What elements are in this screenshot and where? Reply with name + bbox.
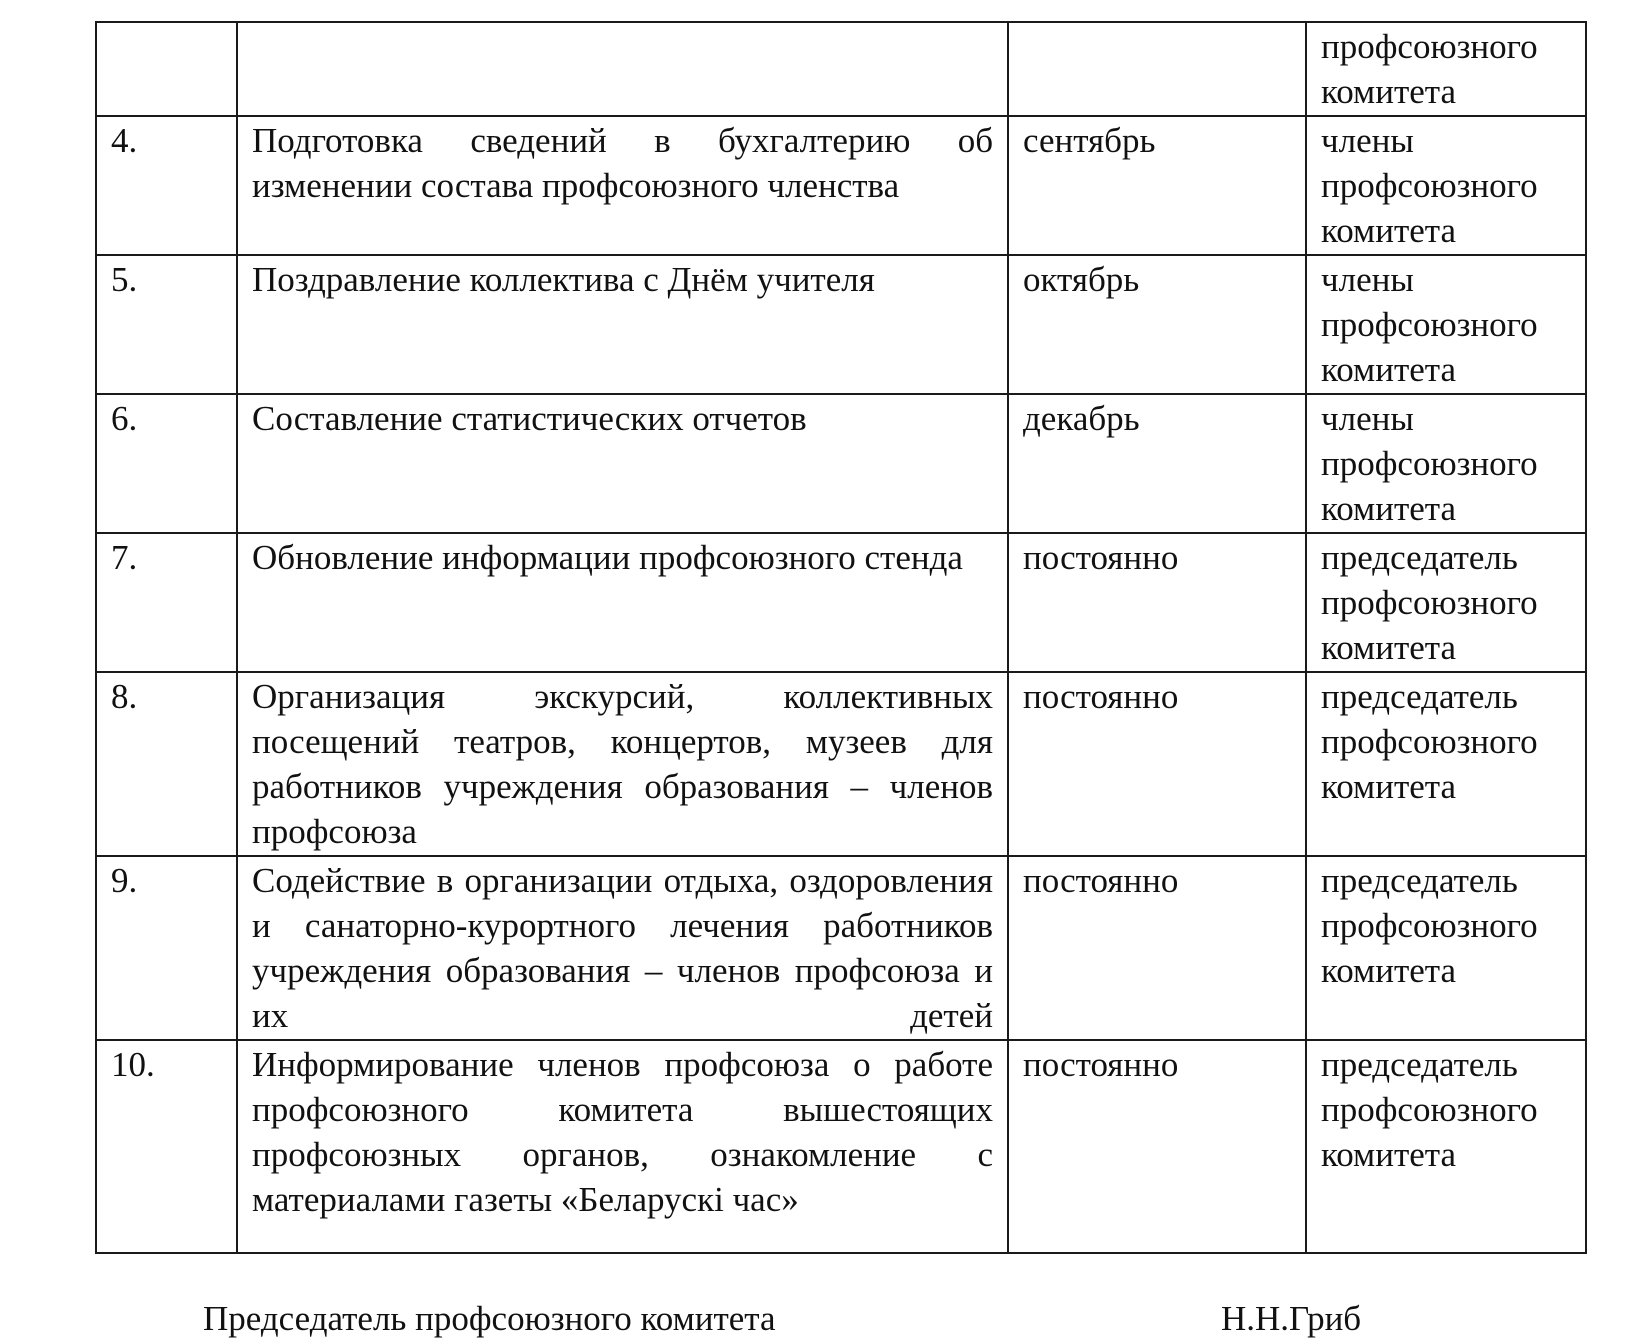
table-row [96,22,1586,116]
row-number: 7. [111,538,138,577]
responsible-cell [1306,394,1586,533]
row-number-cell [96,672,237,856]
deadline-cell [1008,22,1306,116]
deadline-text: постоянно [1023,861,1179,900]
activity-cell [237,533,1008,672]
row-number-cell [96,1040,237,1253]
activity-cell [237,672,1008,856]
responsible-text: председатель профсоюзного комитета [1321,1045,1538,1174]
deadline-text: декабрь [1023,399,1140,438]
responsible-cell [1306,533,1586,672]
signature-name: Н.Н.Гриб [1221,1299,1362,1338]
activity-cell [237,22,1008,116]
activity-text: Организация экскурсий, коллективных посещений театров, концертов, музеев для работников учреждения образования – членов профсоюза [252,677,993,851]
row-number: 5. [111,260,138,299]
deadline-cell [1008,394,1306,533]
deadline-text: сентябрь [1023,121,1156,160]
responsible-text: председатель профсоюзного комитета [1321,677,1538,806]
deadline-cell [1008,116,1306,255]
row-number-cell [96,255,237,394]
activity-text: Поздравление коллектива с Днём учителя [252,260,875,299]
responsible-cell [1306,672,1586,856]
activity-text: Содействие в организации отдыха, оздоровления и санаторно-курортного лечения работников учреждения образования – членов профсоюза и их детей [252,861,993,1035]
activity-cell [237,856,1008,1040]
signature-role: Председатель профсоюзного комитета [203,1299,776,1338]
row-number: 8. [111,677,138,716]
responsible-text: председатель профсоюзного комитета [1321,861,1538,990]
activity-cell [237,394,1008,533]
deadline-text: постоянно [1023,538,1179,577]
responsible-cell [1306,1040,1586,1253]
row-number: 9. [111,861,138,900]
row-number: 4. [111,121,138,160]
table-row [96,533,1586,672]
activity-text [252,23,993,25]
responsible-cell [1306,255,1586,394]
deadline-cell [1008,856,1306,1040]
table-row [96,1040,1586,1253]
deadline-text: постоянно [1023,677,1179,716]
responsible-text: профсоюзного комитета [1321,27,1538,111]
row-number-cell [96,533,237,672]
deadline-text: октябрь [1023,260,1140,299]
responsible-text: председатель профсоюзного комитета [1321,538,1538,667]
deadline-cell [1008,672,1306,856]
deadline-cell [1008,1040,1306,1253]
row-number-cell [96,22,237,116]
responsible-cell [1306,22,1586,116]
activity-text: Информирование членов профсоюза о работе профсоюзного комитета вышестоящих профсоюзных органов, ознакомление с материалами газеты «Беларускі час» [252,1045,993,1219]
table-row [96,672,1586,856]
row-number [111,23,222,25]
activity-cell [237,1040,1008,1253]
row-number-cell [96,116,237,255]
table-row [96,116,1586,255]
table-row [96,394,1586,533]
responsible-text: члены профсоюзного комитета [1321,260,1538,389]
table-row [96,856,1586,1040]
row-number: 6. [111,399,138,438]
responsible-cell [1306,856,1586,1040]
deadline-cell [1008,533,1306,672]
plan-table [95,21,1587,1254]
row-number: 10. [111,1045,155,1084]
activity-cell [237,255,1008,394]
responsible-text: члены профсоюзного комитета [1321,399,1538,528]
deadline-text: постоянно [1023,1045,1179,1084]
activity-cell [237,116,1008,255]
deadline-text [1023,23,1291,25]
row-number-cell [96,856,237,1040]
row-number-cell [96,394,237,533]
table-row [96,255,1586,394]
activity-text: Составление статистических отчетов [252,399,807,438]
deadline-cell [1008,255,1306,394]
responsible-text: члены профсоюзного комитета [1321,121,1538,250]
activity-text: Подготовка сведений в бухгалтерию об изменении состава профсоюзного членства [252,121,993,205]
responsible-cell [1306,116,1586,255]
activity-text: Обновление информации профсоюзного стенда [252,538,963,577]
